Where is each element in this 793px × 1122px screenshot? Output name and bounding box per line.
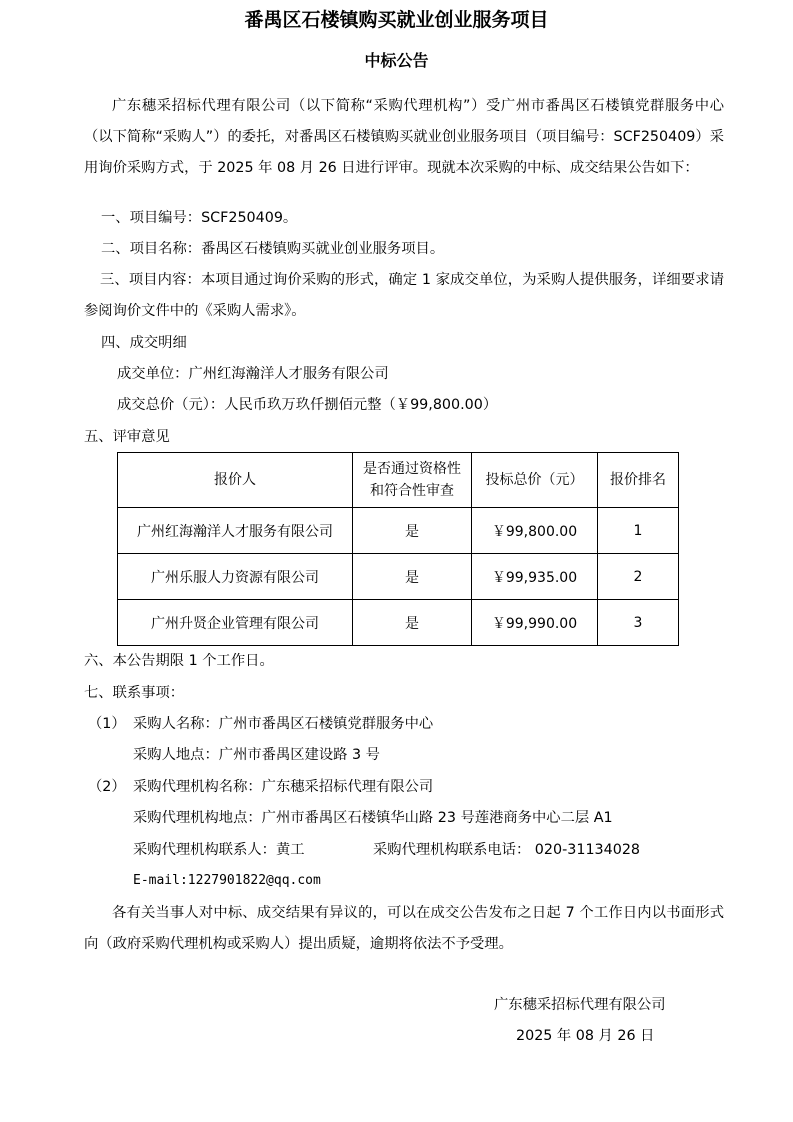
item-contact: 七、联系事项： xyxy=(84,685,185,701)
cell-price: ￥99,800.00 xyxy=(472,508,598,554)
table-row xyxy=(118,600,679,646)
closing-paragraph: 各有关当事人对中标、成交结果有异议的，可以在成交公告发布之日起 7 个工作日内以书面形式向（政府采购代理机构或采购人）提出质疑，逾期将依法不予受理。 xyxy=(84,905,724,952)
document-title: 番禺区石楼镇购买就业创业服务项目 xyxy=(244,9,549,31)
total-price-line: 成交总价（元）：人民币玖万玖仟捌佰元整（￥99,800.00） xyxy=(117,397,498,413)
document-subtitle: 中标公告 xyxy=(364,51,429,70)
header-bidder: 报价人 xyxy=(118,453,353,508)
table-header-row xyxy=(118,453,679,508)
agency-phone: 采购代理机构联系电话： 020-31134028 xyxy=(373,842,641,858)
header-total-price: 投标总价（元） xyxy=(472,453,598,508)
signature-date: 2025 年 08 月 26 日 xyxy=(516,1028,655,1044)
cell-qualified: 是 xyxy=(353,600,472,646)
contact-2-label: （2） xyxy=(88,779,126,795)
table-row xyxy=(118,554,679,600)
table-row xyxy=(118,508,679,554)
item-review-opinion: 五、评审意见 xyxy=(84,429,170,445)
item-notice-period: 六、本公告期限 1 个工作日。 xyxy=(84,653,274,669)
purchaser-address: 采购人地点：广州市番禺区建设路 3 号 xyxy=(133,747,380,763)
cell-bidder: 广州红海瀚洋人才服务有限公司 xyxy=(118,508,353,554)
agency-address: 采购代理机构地点：广州市番禺区石楼镇华山路 23 号莲港商务中心二层 A1 xyxy=(133,810,613,826)
purchaser-name: 采购人名称：广州市番禺区石楼镇党群服务中心 xyxy=(133,716,434,732)
signature-company: 广东穗采招标代理有限公司 xyxy=(494,997,666,1013)
item-deal-details: 四、成交明细 xyxy=(101,335,187,351)
cell-price: ￥99,990.00 xyxy=(472,600,598,646)
contact-1-label: （1） xyxy=(88,716,126,732)
header-rank: 报价排名 xyxy=(598,453,679,508)
item-project-number: 一、项目编号：SCF250409。 xyxy=(101,210,298,226)
cell-rank: 2 xyxy=(598,554,679,600)
winner-line: 成交单位：广州红海瀚洋人才服务有限公司 xyxy=(117,366,389,382)
item-project-content: 三、项目内容：本项目通过询价采购的形式，确定 1 家成交单位，为采购人提供服务，详细要求请参阅询价文件中的《采购人需求》。 xyxy=(84,272,724,319)
cell-price: ￥99,935.00 xyxy=(472,554,598,600)
agency-contact: 采购代理机构联系人：黄工 xyxy=(133,842,305,858)
cell-bidder: 广州乐服人力资源有限公司 xyxy=(118,554,353,600)
header-qualification-text: 是否通过资格性和符合性审查 xyxy=(363,461,461,499)
agency-email[interactable]: E-mail:1227901822@qq.com xyxy=(133,873,321,888)
header-qualification xyxy=(353,453,472,508)
cell-qualified: 是 xyxy=(353,554,472,600)
cell-qualified: 是 xyxy=(353,508,472,554)
agency-name: 采购代理机构名称：广东穗采招标代理有限公司 xyxy=(133,779,434,795)
intro-paragraph: 广东穗采招标代理有限公司（以下简称“采购代理机构”）受广州市番禺区石楼镇党群服务中心（以下简称“采购人”）的委托，对番禺区石楼镇购买就业创业服务项目（项目编号：SCF250409）采用询价采购方式，于 2025 年 08 月 26 日进行评审。现就本次采购的中标、成交结果公告如下： xyxy=(84,98,724,176)
cell-bidder: 广州升贤企业管理有限公司 xyxy=(118,600,353,646)
cell-rank: 3 xyxy=(598,600,679,646)
review-table xyxy=(117,452,679,646)
cell-rank: 1 xyxy=(598,508,679,554)
item-project-name: 二、项目名称：番禺区石楼镇购买就业创业服务项目。 xyxy=(101,241,445,257)
